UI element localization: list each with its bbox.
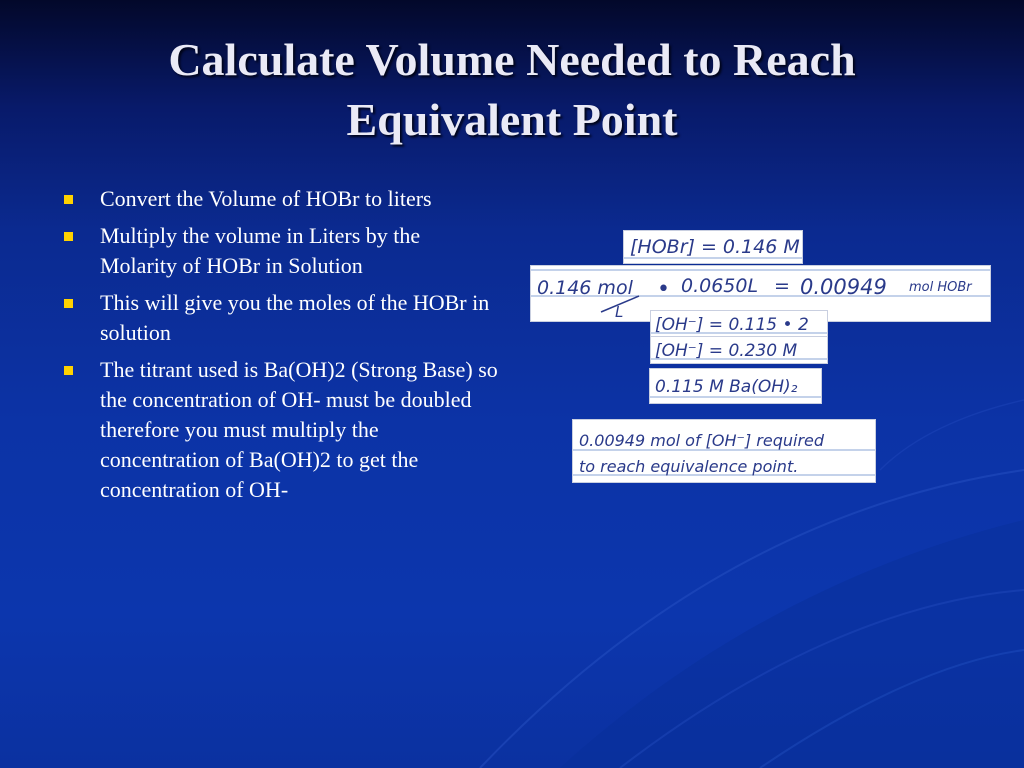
note-text: mol HOBr (909, 280, 972, 295)
note-oh-doubling (650, 310, 828, 338)
note-text: 0.00949 (800, 275, 887, 299)
bullet-text: The titrant used is Ba(OH)2 (Strong Base) so the concentration of OH- must be doubled therefore you must multiply the concentration of Ba(OH)2 to get the concentration of OH- (100, 357, 498, 502)
square-bullet-icon (64, 299, 73, 308)
note-text: to reach equivalence point. (579, 457, 799, 476)
note-text: 0.146 mol (537, 277, 633, 299)
slide-title (40, 30, 984, 150)
title-line-2: Equivalent Point (346, 94, 678, 145)
note-text: 0.0650L (681, 275, 759, 297)
note-oh-concentration (650, 336, 828, 364)
square-bullet-icon (64, 195, 73, 204)
bullet-item-titrant-strong-base (60, 355, 500, 505)
bullet-item-moles-hobr (60, 288, 500, 348)
note-baoh2-concentration (649, 368, 822, 404)
note-text: • (657, 277, 670, 302)
bullet-text: This will give you the moles of the HOBr in solution (100, 290, 490, 345)
note-hobr-concentration (623, 230, 803, 264)
bullet-text: Multiply the volume in Liters by the Molarity of HOBr in Solution (100, 223, 421, 278)
note-text: [OH⁻] = 0.230 M (655, 341, 798, 361)
square-bullet-icon (64, 232, 73, 241)
bullet-text: Convert the Volume of HOBr to liters (100, 186, 432, 211)
bullet-list (60, 184, 500, 512)
note-text: 0.115 M Ba(OH)₂ (655, 377, 798, 397)
title-line-1: Calculate Volume Needed to Reach (168, 34, 856, 85)
note-text: 0.00949 mol of [OH⁻] required (579, 431, 825, 450)
note-equivalence-point (572, 419, 876, 483)
note-text: = (774, 275, 790, 297)
note-text: L (615, 303, 624, 321)
bullet-item-multiply-molarity (60, 221, 500, 281)
bullet-item-convert-volume (60, 184, 500, 214)
note-text: [OH⁻] = 0.115 • 2 (655, 315, 809, 335)
square-bullet-icon (64, 366, 73, 375)
note-text: [HOBr] = 0.146 M (630, 236, 800, 258)
